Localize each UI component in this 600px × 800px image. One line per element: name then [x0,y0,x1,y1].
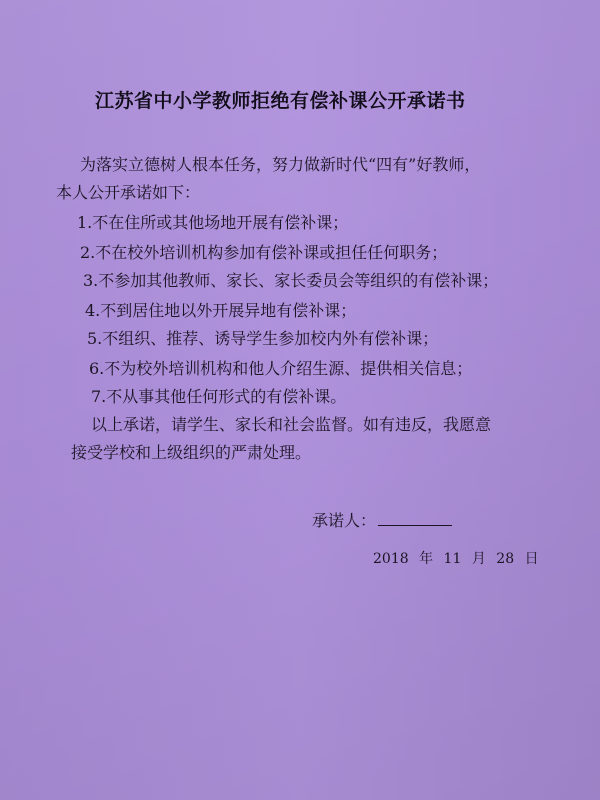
intro-line: 本人公开承诺如下： [56,183,201,202]
date [373,548,545,568]
supervision-line: 接受学校和上级组织的严肃处理。 [71,443,312,462]
date-year: 2018 [373,551,409,567]
commitment-item: 2.不在校外培训机构参加有偿补课或担任任何职务； [80,243,448,262]
intro-line: 为落实立德树人根本任务，努力做新时代“四有”好教师， [80,155,481,174]
signature-blank [378,509,452,526]
commitment-item: 3.不参加其他教师、家长、家长委员会等组织的有偿补课； [83,271,499,290]
commitment-item: 4.不到居住地以外开展异地有偿补课； [85,301,357,320]
commitment-item: 5.不组织、推荐、诱导学生参加校内外有偿补课； [87,329,439,348]
commitment-item: 7.不从事其他任何形式的有偿补课。 [91,387,347,406]
date-year-unit: 年 [419,551,434,567]
document-title: 江苏省中小学教师拒绝有偿补课公开承诺书 [95,90,466,112]
commitment-item: 1.不在住所或其他场地开展有偿补课； [77,213,349,232]
date-month: 11 [443,551,462,567]
signature-label: 承诺人： [312,511,377,530]
date-day-unit: 日 [524,551,539,567]
commitment-item: 6.不为校外培训机构和他人介绍生源、提供相关信息； [89,359,473,378]
date-day: 28 [496,551,515,567]
signature-line [312,508,452,531]
date-month-unit: 月 [471,551,486,567]
supervision-line: 以上承诺，请学生、家长和社会监督。如有违反，我愿意 [91,415,492,434]
